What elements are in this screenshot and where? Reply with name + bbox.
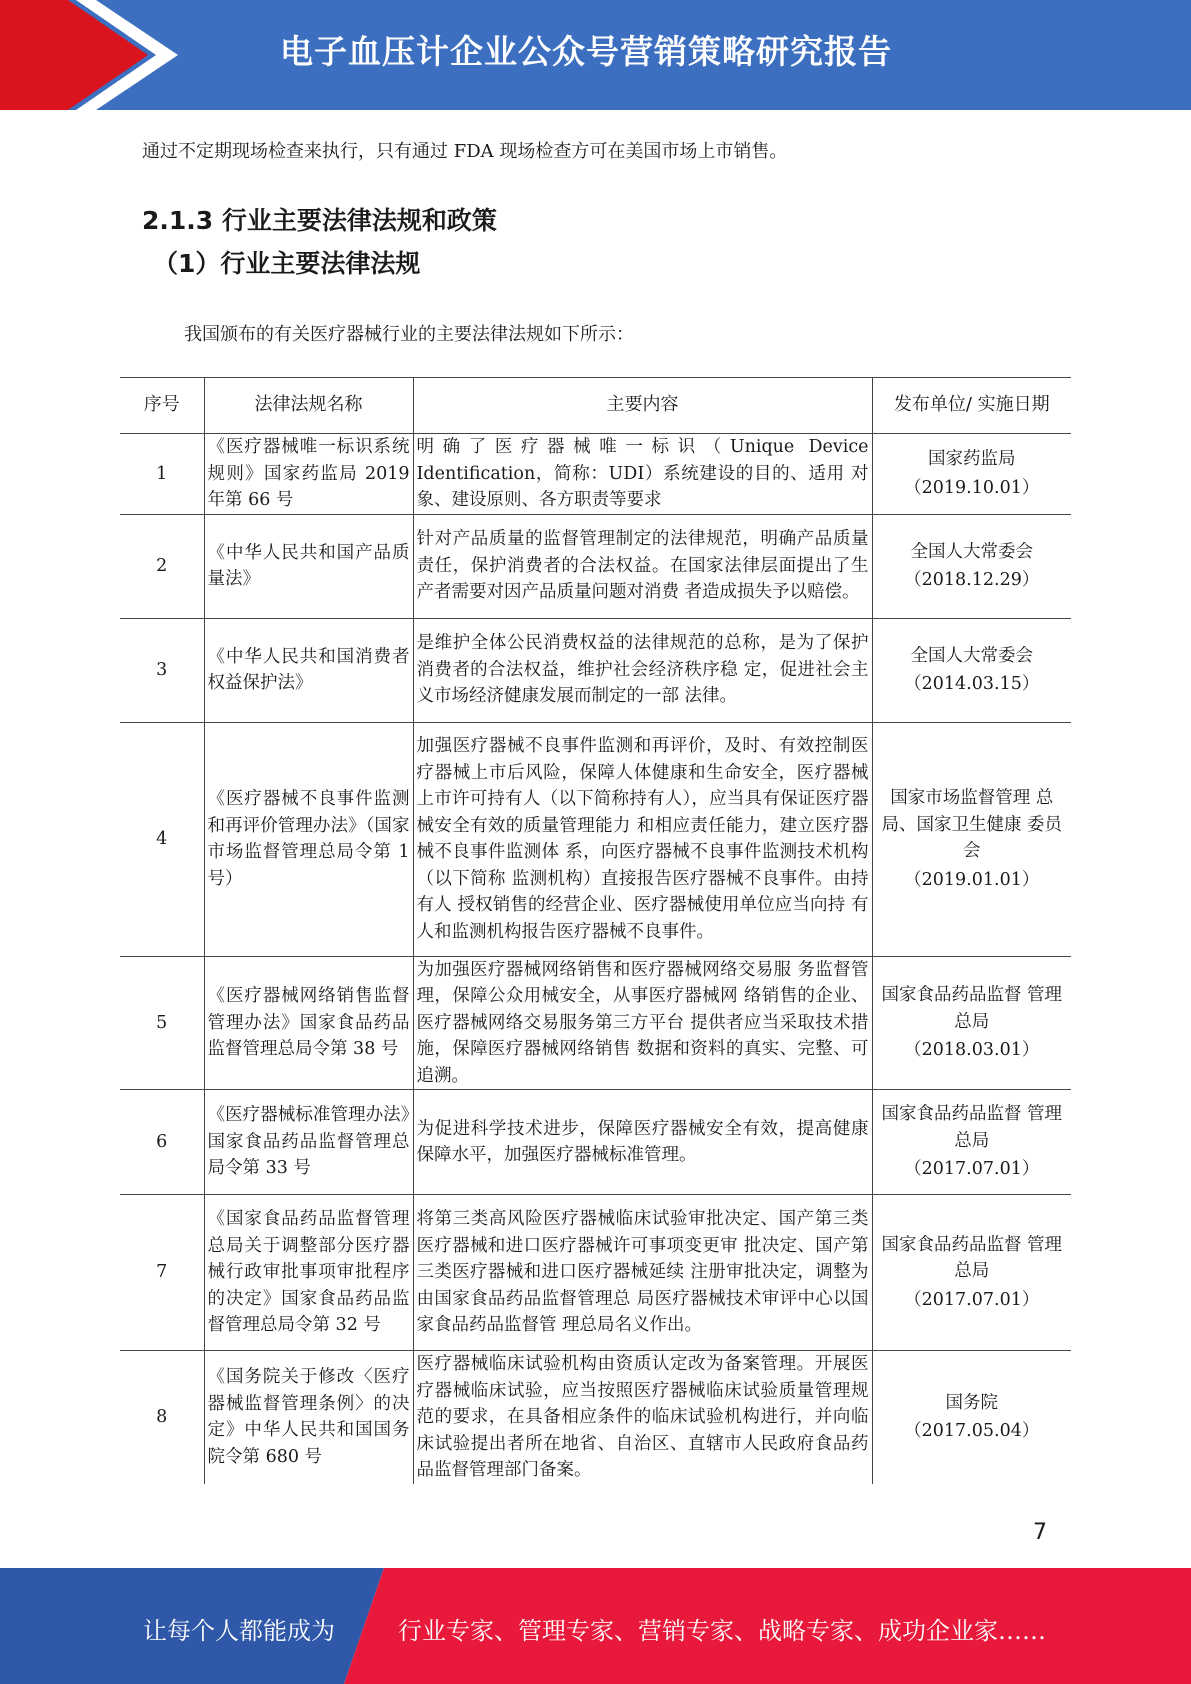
publisher-unit: 国家食品药品监督 管理总局 [881, 1234, 1063, 1282]
row-no: 5 [120, 956, 204, 1090]
row-publisher [872, 618, 1071, 722]
table-header-row [120, 378, 1071, 434]
table-row [120, 1195, 1071, 1351]
lead-paragraph: 我国颁布的有关医疗器械行业的主要法律法规如下所示： [184, 324, 634, 345]
row-content: 是维护全体公民消费权益的法律规范的总称，是为了保护消费者的合法权益，维护社会经济秩序稳 定，促进社会主义市场经济健康发展而制定的一部 法律。 [413, 618, 872, 722]
publisher-unit: 国家食品药品监督 管理总局 [881, 1104, 1063, 1151]
page-number: 7 [1033, 1520, 1047, 1545]
row-publisher [872, 1195, 1071, 1351]
row-no: 2 [120, 514, 204, 618]
header-publisher: 发布单位/ 实施日期 [872, 378, 1071, 434]
sub-heading: （1）行业主要法律法规 [153, 249, 421, 278]
row-name: 《医疗器械标准管理办法》国家食品药品监督管理总局令第 33 号 [204, 1090, 413, 1195]
row-no: 7 [120, 1195, 204, 1351]
row-name: 《医疗器械网络销售监督管理办法》国家食品药品监督管理总局令第 38 号 [204, 956, 413, 1090]
row-name: 《中华人民共和国消费者权益保护法》 [204, 618, 413, 722]
row-name: 《国务院关于修改〈医疗器械监督管理条例〉的决定》中华人民共和国国务院令第 680 号 [204, 1351, 413, 1484]
row-content: 针对产品质量的监督管理制定的法律规范，明确产品质量责任，保护消费者的合法权益。在国家法律层面提出了生产者需要对因产品质量问题对消费 者造成损失予以赔偿。 [413, 514, 872, 618]
publish-date: （2019.01.01） [904, 869, 1040, 890]
row-name: 《医疗器械不良事件监测和再评价管理办法》（国家市场监督管理总局令第 1 号） [204, 722, 413, 956]
publisher-unit: 全国人大常委会 [910, 541, 1033, 562]
publisher-unit: 全国人大常委会 [910, 645, 1033, 666]
intro-paragraph: 通过不定期现场检查来执行，只有通过 FDA 现场检查方可在美国市场上市销售。 [142, 141, 788, 162]
publish-date: （2018.03.01） [904, 1040, 1040, 1060]
footer-slogan-right: 行业专家、管理专家、营销专家、战略专家、成功企业家…… [398, 1617, 1046, 1645]
page-header [0, 0, 1191, 110]
publisher-unit: 国家市场监督管理 总局、国家卫生健康 委员会 [881, 788, 1063, 861]
publish-date: （2018.12.29） [904, 570, 1040, 590]
table-row [120, 618, 1071, 722]
row-content: 加强医疗器械不良事件监测和再评价，及时、有效控制医疗器械上市后风险，保障人体健康和生命安全，医疗器械上市许可持有人（以下简称持有人），应当具有保证医疗器械安全有效的质量管理能力 和相应责任能力，建立医疗器械不良事件监测体 系，向医疗器械不良事件监测技术机构（以下简称 监测机构）直接报告医疗器械不良事件。由持有人 授权销售的经营企业、医疗器械使用单位应当向持 有人和监测机构报告医疗器械不良事件。 [413, 722, 872, 956]
table-row [120, 1090, 1071, 1195]
table-row [120, 956, 1071, 1090]
row-no: 8 [156, 1407, 168, 1427]
publish-date: （2017.07.01） [904, 1159, 1040, 1180]
row-content: 明确了医疗器械唯一标识（Unique Device Identification，简称：UDI）系统建设的目的、适用 对象、建设原则、各方职责等要求 [413, 434, 872, 515]
row-no: 4 [120, 722, 204, 956]
publish-date: （2014.03.15） [904, 674, 1040, 694]
publisher-unit: 国家食品药品监督 管理总局 [881, 985, 1063, 1032]
table-row [120, 722, 1071, 956]
row-content: 为加强医疗器械网络销售和医疗器械网络交易服 务监督管理，保障公众用械安全，从事医疗器械网 络销售的企业、医疗器械网络交易服务第三方平台 提供者应当采取技术措施，保障医疗器械网络销售 数据和资料的真实、完整、可追溯。 [413, 956, 872, 1090]
publish-date: （2019.10.01） [904, 477, 1040, 498]
row-no: 3 [120, 618, 204, 722]
header-no: 序号 [120, 378, 204, 434]
row-name: 《中华人民共和国产品质量法》 [204, 514, 413, 618]
header-name: 法律法规名称 [204, 378, 413, 434]
publisher-unit: 国务院 [945, 1392, 998, 1413]
publisher-unit: 国家药监局 [928, 449, 1016, 470]
row-content: 为促进科学技术进步，保障医疗器械安全有效，提高健康保障水平，加强医疗器械标准管理。 [413, 1090, 872, 1195]
publish-date: （2017.07.01） [904, 1289, 1040, 1310]
row-content: 将第三类高风险医疗器械临床试验审批决定、国产第三类医疗器械和进口医疗器械许可事项变更审 批决定、国产第三类医疗器械和进口医疗器械延续 注册审批决定，调整为由国家食品药品监督管理总 局医疗器械技术审评中心以国家食品药品监督管 理总局名义作出。 [413, 1195, 872, 1351]
laws-table [120, 377, 1071, 1484]
row-no: 1 [120, 434, 204, 515]
row-content: 医疗器械临床试验机构由资质认定改为备案管理。开展医疗器械临床试验，应当按照医疗器械临床试验质量管理规范的要求，在具备相应条件的临床试验机构进行，并向临床试验提出者所在地省、自治区、直辖市人民政府食品药品监督管理部门备案。 [413, 1351, 872, 1484]
row-publisher [872, 722, 1071, 956]
header-content: 主要内容 [413, 378, 872, 434]
row-no: 6 [120, 1090, 204, 1195]
table-row [120, 434, 1071, 515]
section-heading: 2.1.3 行业主要法律法规和政策 [142, 206, 497, 235]
header-title: 电子血压计企业公众号营销策略研究报告 [280, 32, 892, 71]
row-publisher [872, 1090, 1071, 1195]
publish-date: （2017.05.04） [904, 1421, 1040, 1442]
row-publisher [872, 956, 1071, 1090]
row-publisher [872, 434, 1071, 515]
table-row [120, 514, 1071, 618]
row-publisher [872, 514, 1071, 618]
footer-slogan-left: 让每个人都能成为 [143, 1617, 335, 1645]
page-footer [0, 1568, 1191, 1684]
row-publisher [872, 1351, 1071, 1484]
table-row [120, 1351, 1071, 1484]
row-name: 《国家食品药品监督管理总局关于调整部分医疗器械行政审批事项审批程序的决定》国家食品药品监 督管理总局令第 32 号 [204, 1195, 413, 1351]
row-name: 《医疗器械唯一标识系统规则》国家药监局 2019 年第 66 号 [204, 434, 413, 515]
